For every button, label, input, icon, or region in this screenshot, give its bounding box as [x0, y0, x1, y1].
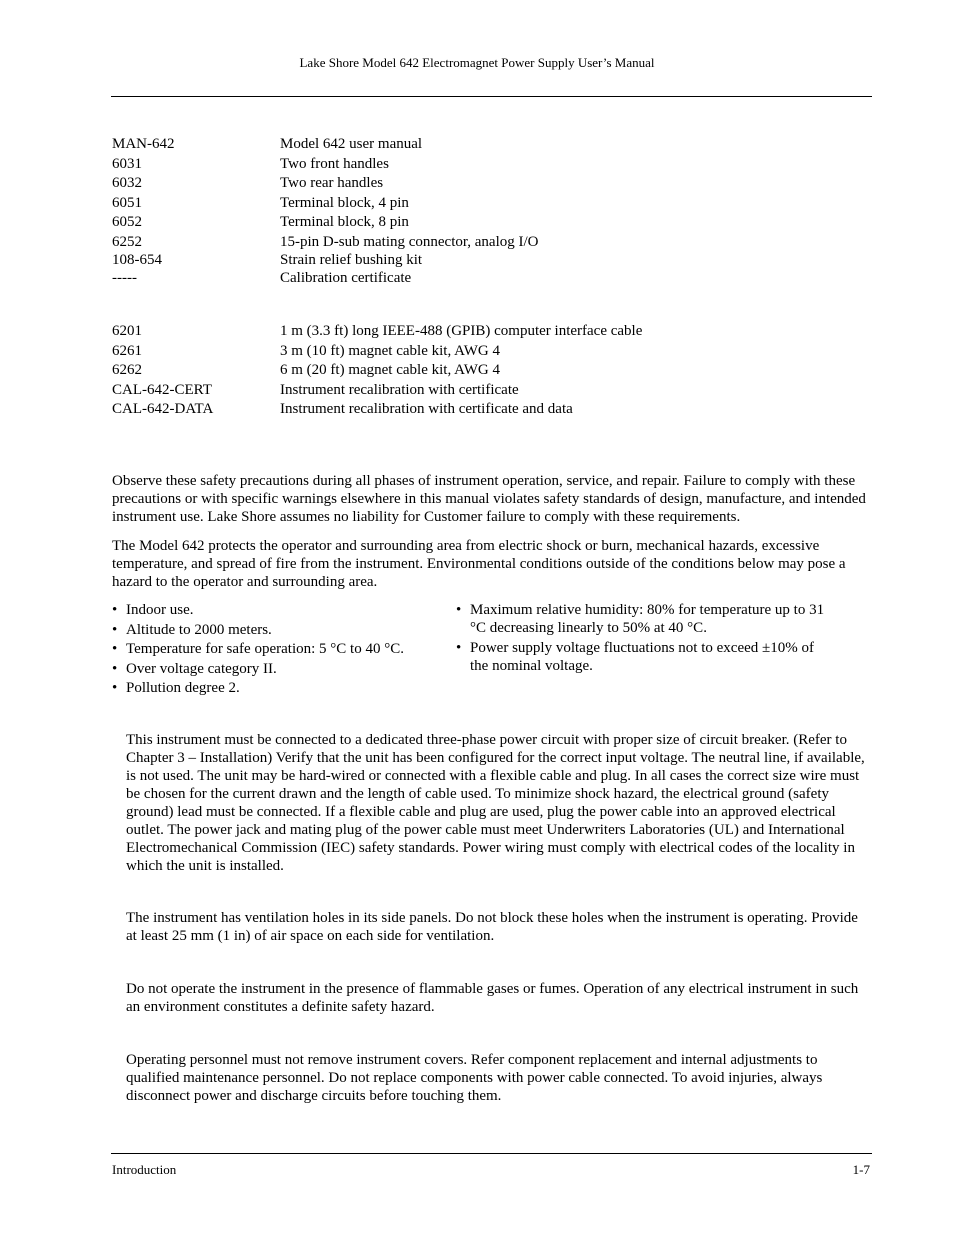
safety-intro-paragraph: Observe these safety precautions during all phases of instrument operation, service, and repair. Failure to comply with these precautions or with specific warnings elsewhere in this manual violates safety standards of design, manufacture, and intended instrument use. Lake Shore assumes no liability for Customer failure to comply with these requirements. — [112, 473, 866, 525]
part-code: 6051 — [112, 194, 142, 211]
footer-section: Introduction — [112, 1162, 177, 1177]
part-description: 15-pin D-sub mating connector, analog I/O — [280, 233, 539, 250]
condition-text: Power supply voltage fluctuations not to exceed ±10% of the nominal voltage. — [470, 639, 814, 674]
part-description: Two rear handles — [280, 175, 384, 191]
list-item — [112, 601, 442, 619]
list-item — [112, 213, 872, 233]
conditions-list-right — [456, 601, 826, 676]
part-code: 6032 — [112, 175, 142, 191]
included-items-list — [112, 135, 872, 289]
part-description: Instrument recalibration with certificate and data — [280, 401, 573, 417]
part-code: 6261 — [112, 342, 142, 359]
list-item — [112, 342, 872, 362]
part-code: 6201 — [112, 323, 142, 339]
part-description: Instrument recalibration with certificate — [280, 381, 519, 398]
list-item — [112, 194, 872, 214]
part-code: 6031 — [112, 155, 142, 172]
part-code: 6252 — [112, 233, 142, 250]
grounding-paragraph: This instrument must be connected to a dedicated three-phase power circuit with proper size of circuit breaker. (Refer to Chapter 3 – Installation) Verify that the unit has been configured for the correct input voltage. The neutral line, if available, is not used. The unit may be hard-wired or connected with a flexible cable and plug. In all cases the correct size wire must be chosen for the current drawn and the length of cable used. To minimize shock hazard, the electrical ground (safety ground) lead must be connected. If a flexible cable and plug are used, plug the power cable into an approved electrical outlet. The power jack and mating plug of the power cable must meet Underwriters Laboratories (UL) and International Electromechanical Commission (IEC) safety standards. Power wiring must comply with electrical codes of the locality in which the unit is installed. — [126, 732, 865, 874]
part-description: Two front handles — [280, 155, 389, 172]
footer-rule — [111, 1153, 872, 1154]
part-code: 6052 — [112, 214, 142, 230]
part-description: 3 m (10 ft) magnet cable kit, AWG 4 — [280, 342, 500, 359]
part-code: MAN-642 — [112, 136, 175, 152]
part-description: 1 m (3.3 ft) long IEEE-488 (GPIB) computer interface cable — [280, 323, 643, 339]
part-description: Model 642 user manual — [280, 136, 423, 152]
header-rule — [111, 96, 872, 97]
bullet-icon: • — [112, 641, 118, 657]
part-code: ----- — [112, 270, 137, 286]
list-item — [112, 621, 442, 639]
bullet-icon: • — [112, 621, 118, 638]
part-code: 6262 — [112, 362, 142, 378]
list-item — [112, 135, 872, 155]
list-item — [112, 269, 872, 289]
accessories-list — [112, 322, 872, 420]
list-item — [112, 252, 872, 269]
part-description: Terminal block, 4 pin — [280, 194, 409, 211]
part-description: Strain relief bushing kit — [280, 252, 423, 268]
list-item — [112, 174, 872, 194]
condition-text: Over voltage category II. — [126, 660, 277, 677]
list-item — [112, 322, 872, 342]
part-description: 6 m (20 ft) magnet cable kit, AWG 4 — [280, 362, 500, 378]
covers-paragraph: Operating personnel must not remove instrument covers. Refer component replacement and internal adjustments to qualified maintenance personnel. Do not replace components with power cable connected. To avoid injuries, always disconnect power and discharge circuits before touching them. — [126, 1052, 823, 1104]
page-header: Lake Shore Model 642 Electromagnet Power Supply User’s Manual — [299, 55, 655, 70]
condition-text: Altitude to 2000 meters. — [126, 621, 272, 638]
list-item — [112, 361, 872, 381]
ventilation-paragraph: The instrument has ventilation holes in its side panels. Do not block these holes when the instrument is operating. Provide at least 25 mm (1 in) of air space on each side for ventilation. — [126, 910, 858, 944]
part-code: CAL-642-CERT — [112, 381, 212, 398]
condition-text: Maximum relative humidity: 80% for temperature up to 31 °C decreasing linearly to 50% at 40 °C. — [470, 602, 825, 636]
list-item — [456, 639, 826, 675]
list-item — [112, 233, 872, 253]
bullet-icon: • — [456, 602, 462, 618]
page-number: 1-7 — [852, 1162, 870, 1177]
part-code: CAL-642-DATA — [112, 401, 214, 417]
bullet-icon: • — [112, 660, 118, 677]
bullet-icon: • — [112, 680, 118, 696]
condition-text: Indoor use. — [126, 602, 194, 618]
condition-text: Pollution degree 2. — [126, 680, 240, 696]
safety-protection-paragraph: The Model 642 protects the operator and surrounding area from electric shock or burn, mechanical hazards, excessive temperature, and spread of fire from the instrument. Environmental conditions outside of the conditions below may pose a hazard to the operator and surrounding area. — [112, 538, 846, 590]
list-item — [112, 400, 872, 420]
explosive-atmosphere-paragraph: Do not operate the instrument in the presence of flammable gases or fumes. Operation of any electrical instrument in such an environment constitutes a definite safety hazard. — [126, 981, 859, 1015]
list-item — [112, 155, 872, 175]
part-code: 108-654 — [112, 252, 162, 268]
list-item — [112, 660, 442, 678]
list-item — [112, 381, 872, 401]
bullet-icon: • — [112, 602, 118, 618]
part-description: Terminal block, 8 pin — [280, 214, 409, 230]
list-item — [112, 679, 442, 697]
list-item — [112, 640, 442, 658]
conditions-list-left — [112, 601, 442, 699]
list-item — [456, 601, 826, 637]
bullet-icon: • — [456, 639, 462, 656]
condition-text: Temperature for safe operation: 5 °C to 40 °C. — [126, 641, 404, 657]
part-description: Calibration certificate — [280, 270, 412, 286]
